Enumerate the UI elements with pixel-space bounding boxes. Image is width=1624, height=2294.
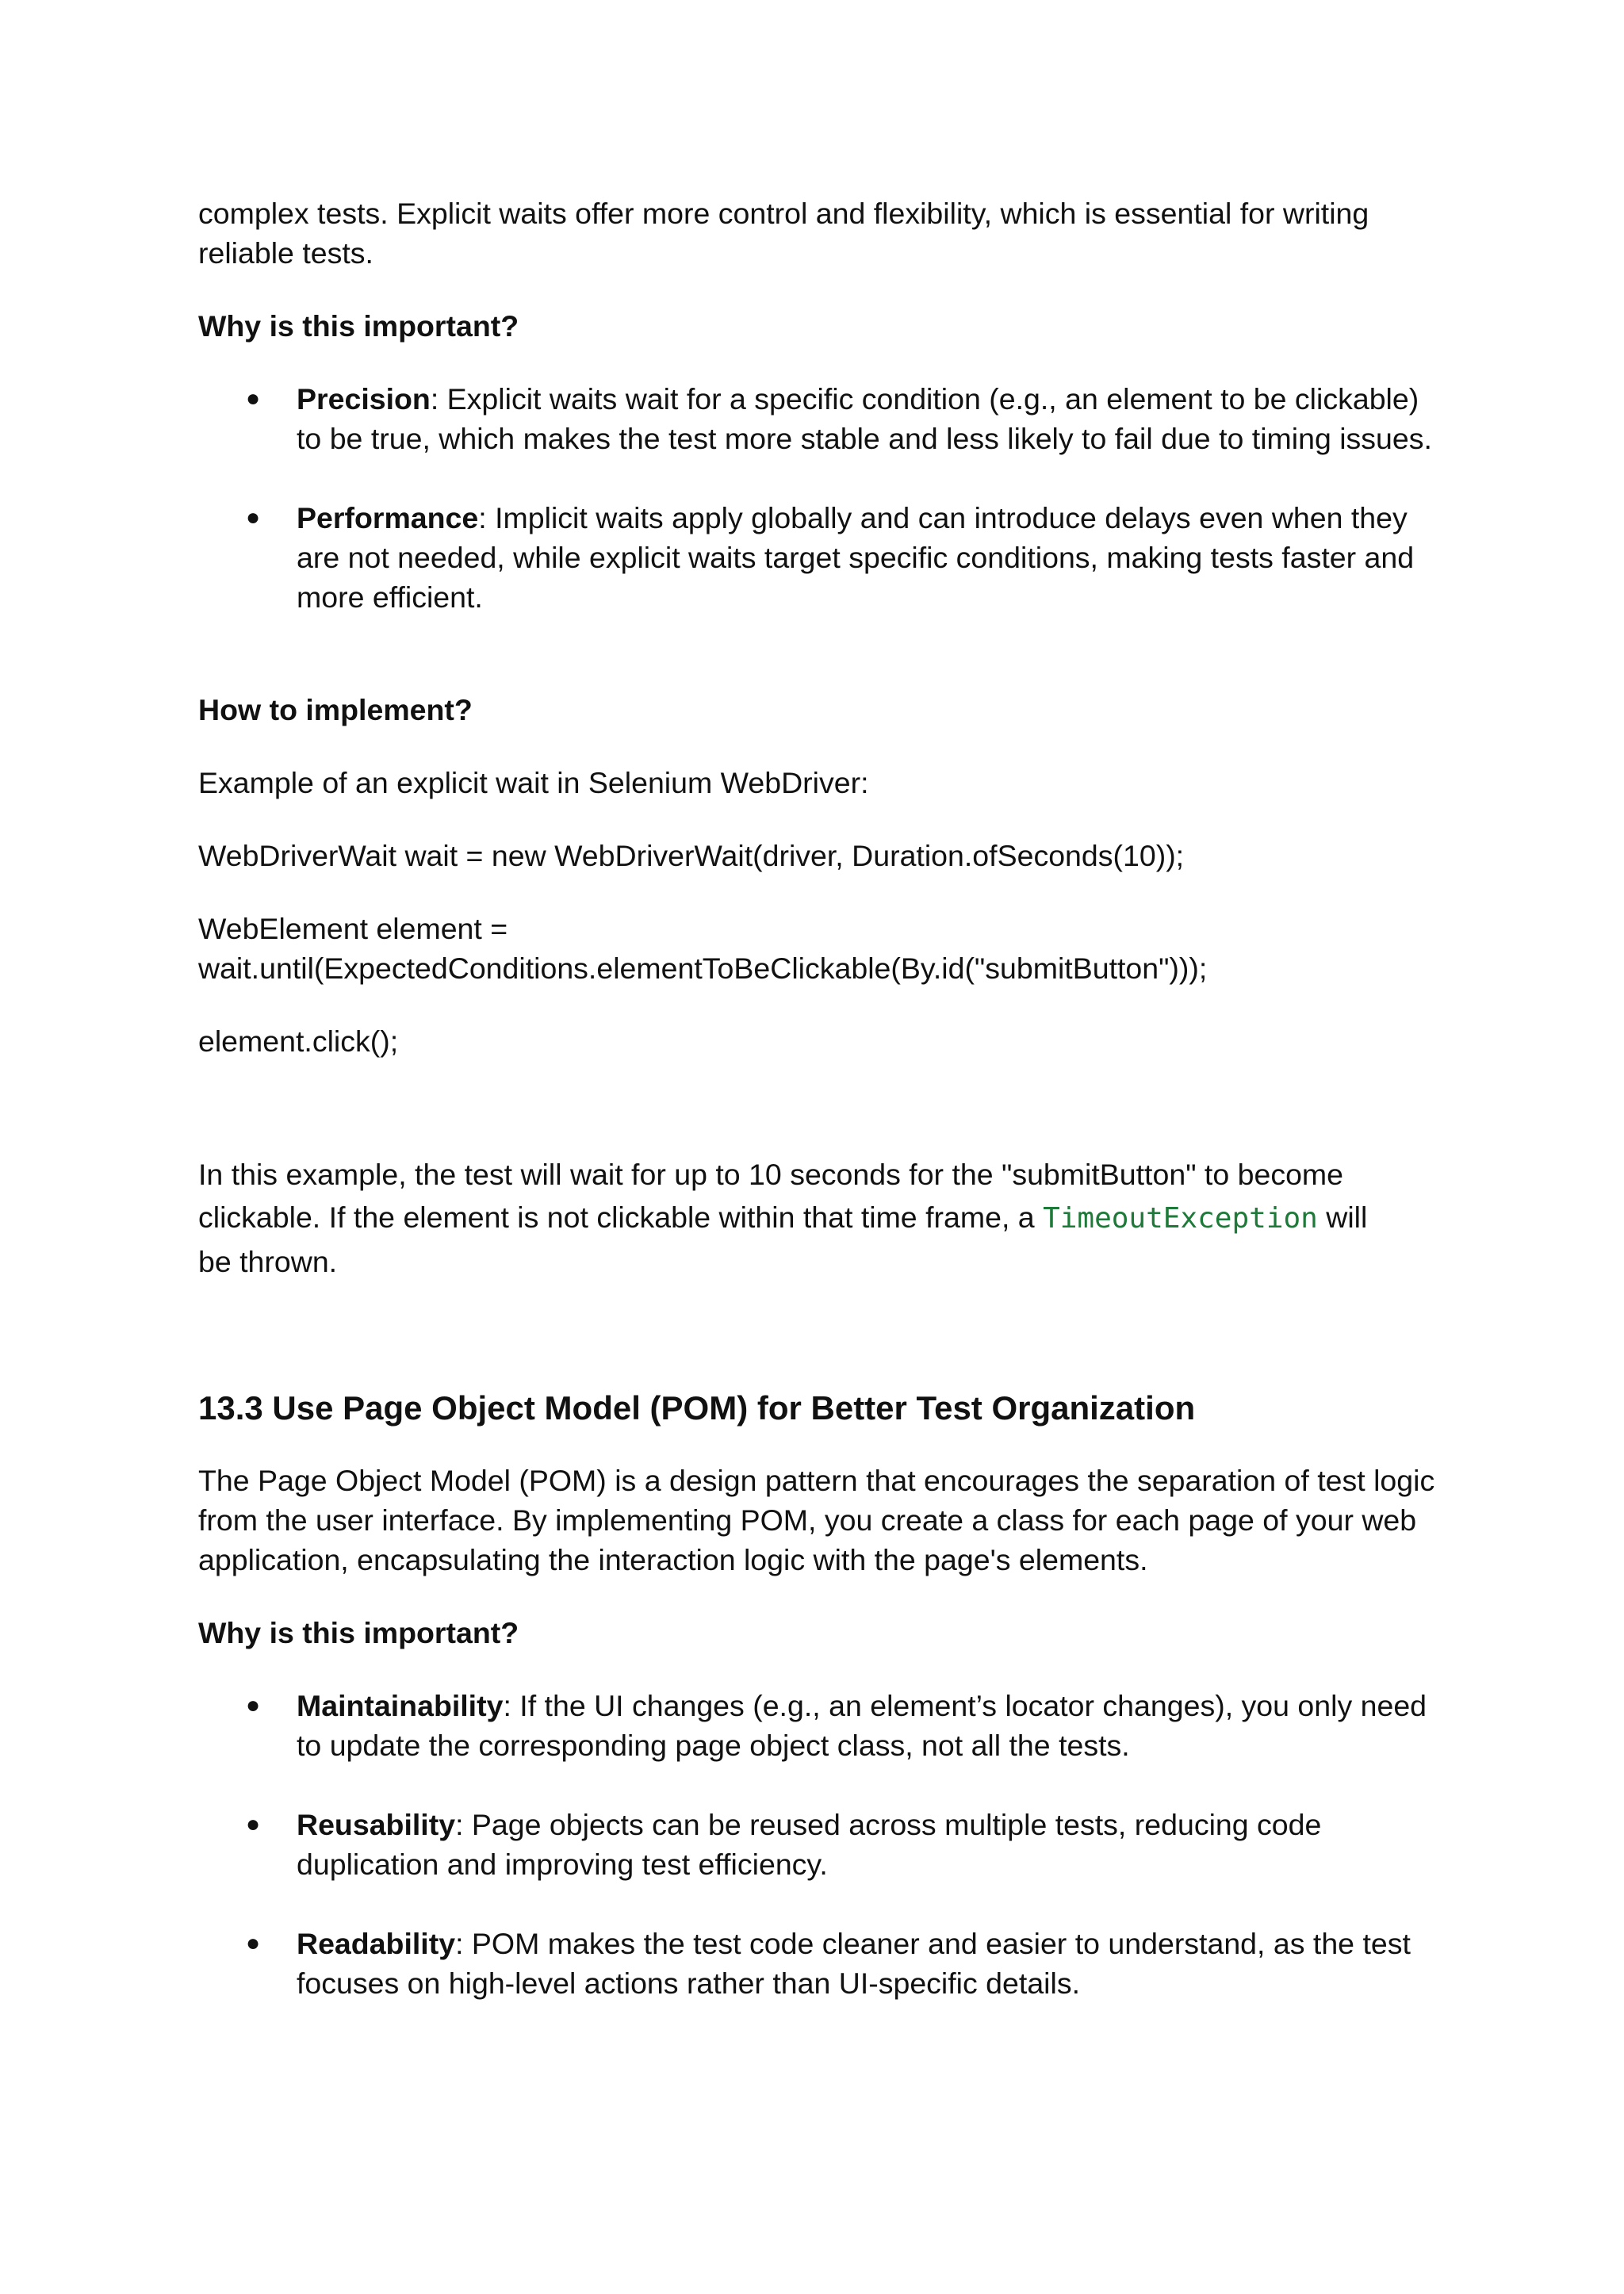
section-heading: 13.3 Use Page Object Model (POM) for Better Test Organization <box>198 1389 1196 1427</box>
bullet-icon: ● <box>246 504 261 530</box>
bullet-text: : Explicit waits wait for a specific condition (e.g., an element to be clickable) to be true, which makes the test more stable and less likely to fail due to timing issues. <box>297 382 1432 455</box>
intro-line-1: complex tests. Explicit waits offer more control and flexibility, which is essential for writing <box>198 197 1369 230</box>
explanation-text: clickable. If the element is not clickable within that time frame, a <box>198 1201 1044 1234</box>
bullet-term: Precision <box>297 382 431 416</box>
bullet-text: : POM makes the test code cleaner and easier to understand, as the test focuses on high-level actions rather than UI-specific details. <box>297 1927 1411 2000</box>
list-item <box>198 1686 1451 1765</box>
why-list-2 <box>198 1686 1451 2003</box>
timeout-exception-code: TimeoutException <box>1043 1202 1318 1235</box>
bullet-icon: ● <box>246 1930 261 1956</box>
explanation-line-1: In this example, the test will wait for up to 10 seconds for the "submitButton" to become <box>198 1158 1344 1191</box>
code-line-element-b: wait.until(ExpectedConditions.elementToBeClickable(By.id("submitButton"))); <box>198 952 1208 985</box>
bullet-text: : Implicit waits apply globally and can introduce delays even when they are not needed, while explicit waits target specific conditions, making tests faster and more efficient. <box>297 501 1415 614</box>
bullet-term: Readability <box>297 1927 456 1960</box>
document-page <box>198 193 1451 2003</box>
bullet-icon: ● <box>246 1811 261 1837</box>
bullet-term: Reusability <box>297 1808 456 1841</box>
code-line-wait: WebDriverWait wait = new WebDriverWait(driver, Duration.ofSeconds(10)); <box>198 839 1185 872</box>
bullet-icon: ● <box>246 385 261 412</box>
why-heading-2: Why is this important? <box>198 1616 519 1649</box>
bullet-icon: ● <box>246 1692 261 1718</box>
section-paragraph: The Page Object Model (POM) is a design pattern that encourages the separation of test logic from the user interface. By implementing POM, you create a class for each page of your web application, encapsulating the interaction logic with the page's elements. <box>198 1464 1435 1576</box>
bullet-term: Maintainability <box>297 1689 504 1722</box>
intro-line-2: reliable tests. <box>198 236 373 270</box>
bullet-term: Performance <box>297 501 479 534</box>
explanation-line-3: be thrown. <box>198 1245 338 1278</box>
explanation-line-2 <box>198 1196 1451 1240</box>
list-item <box>198 1924 1451 2003</box>
how-heading: How to implement? <box>198 693 473 726</box>
why-list-1 <box>198 379 1451 617</box>
list-item <box>198 498 1451 617</box>
code-line-click: element.click(); <box>198 1024 399 1058</box>
list-item <box>198 379 1451 458</box>
list-item <box>198 1805 1451 1884</box>
bullet-text: : If the UI changes (e.g., an element’s locator changes), you only need to update the corresponding page object class, not all the tests. <box>297 1689 1427 1762</box>
code-line-element-a: WebElement element = <box>198 912 508 945</box>
why-heading-1: Why is this important? <box>198 309 519 343</box>
example-label: Example of an explicit wait in Selenium WebDriver: <box>198 766 869 799</box>
explanation-paragraph <box>198 1153 1451 1283</box>
bullet-text: : Page objects can be reused across multiple tests, reducing code duplication and improving test efficiency. <box>297 1808 1322 1881</box>
explanation-text-tail: will <box>1317 1201 1368 1234</box>
